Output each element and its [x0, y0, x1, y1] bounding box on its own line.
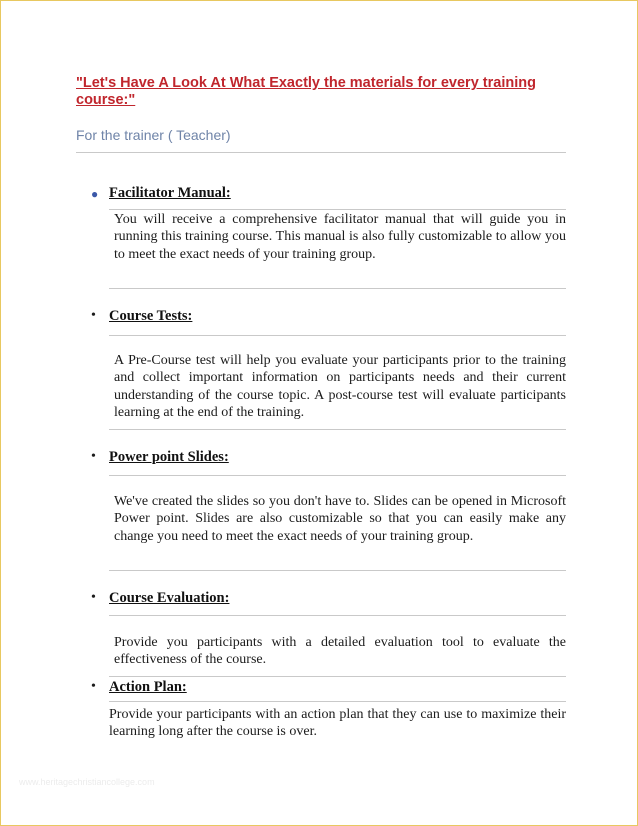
bullet-icon: • [91, 308, 96, 323]
section-rule [109, 335, 566, 336]
section-rule [109, 209, 566, 210]
section-rule [109, 475, 566, 476]
section-rule [109, 701, 566, 702]
bullet-icon: • [91, 449, 96, 464]
item-body-facilitator-manual: You will receive a comprehensive facilitator manual that will guide you in running this training course. This manual is also fully customizable to allow you to meet the exact needs of your training group. [114, 212, 566, 262]
item-title-course-tests: Course Tests: [109, 308, 193, 324]
item-body-power-point-slides: We've created the slides so you don't have to. Slides can be opened in Microsoft Power point. Slides are also customizable so that you can easily make any change you need to meet the exact needs of your training group. [114, 494, 566, 544]
section-rule [109, 429, 566, 430]
section-rule [109, 676, 566, 677]
item-body-course-tests: A Pre-Course test will help you evaluate your participants prior to the training and collect important information on participants needs and their current understanding of the course topic. A post-course test will evaluate participants learning at the end of the training. [114, 353, 566, 421]
watermark-text: www.heritagechristiancollege.com [19, 777, 155, 787]
bullet-icon: • [91, 590, 96, 605]
bullet-icon: • [91, 679, 96, 694]
item-title-course-evaluation: Course Evaluation: [109, 590, 230, 606]
bullet-icon: ● [91, 187, 99, 201]
item-body-course-evaluation: Provide you participants with a detailed evaluation tool to evaluate the effectiveness of the course. [114, 635, 566, 668]
section-rule [109, 288, 566, 289]
page-heading: "Let's Have A Look At What Exactly the materials for every training course:" [76, 75, 536, 108]
item-body-action-plan: Provide your participants with an action plan that they can use to maximize their learning long after the course is over. [109, 707, 566, 740]
item-title-facilitator-manual: Facilitator Manual: [109, 185, 231, 201]
page-subheading: For the trainer ( Teacher) [76, 127, 231, 143]
item-title-power-point-slides: Power point Slides: [109, 449, 229, 465]
item-title-action-plan: Action Plan: [109, 679, 187, 695]
subheading-rule [76, 152, 566, 153]
section-rule [109, 615, 566, 616]
section-rule [109, 570, 566, 571]
